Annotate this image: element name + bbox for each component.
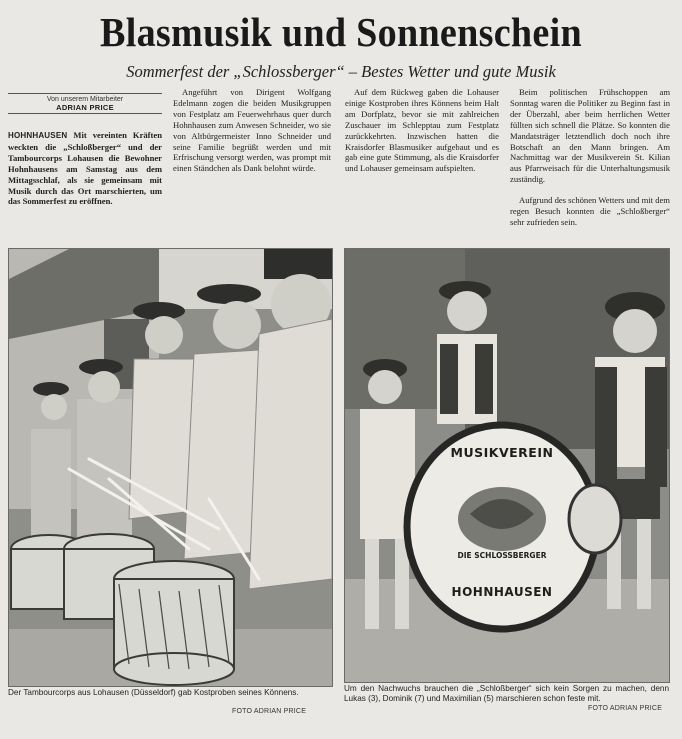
paragraph-3: Beim politischen Frühschoppen am Sonntag waren die Politiker zu Beginn fast in der Überzahl, aber beim herrlichen Wetter füllten sich schnell die Plätze. So konnten die Mandatsträger letztendlich doch noch ihre Botschaft an den Mann bringen. Am Nachmittag war der Musikverein St. Kilian aus Pfarrweisach für die Unterhaltungsmusik zuständig. — [510, 87, 670, 185]
headline: Blasmusik und Sonnenschein — [99, 9, 582, 55]
subheadline: Sommerfest der „Schlossberger“ – Bestes Wetter und gute Musik — [126, 62, 556, 81]
byline-intro: Von unserem Mitarbeiter — [46, 96, 124, 103]
byline — [8, 93, 162, 114]
article-column-1 — [8, 130, 162, 207]
byline-author: ADRIAN PRICE — [56, 103, 114, 112]
lead-text: Mit vereinten Kräften weckten die „Schloßberger“ und der Tambourcorps Lohausen die Bewohner Hohnhausens am Samstag aus dem Mittagsschlaf, als sie gemeinsam mit Musik durch das Ort marschierten, um das Sommerfest zu eröffnen. — [8, 130, 162, 207]
paragraph-2: Auf dem Rückweg gaben die Lohauser einige Kostproben ihres Könnens beim Halt am Dorfplatz, bevor sie mit zahlreichen Zuschauer im Schlepptau zum Festplatz zurückkehrten. Inzwischen hatten die Kraisdorfer Blasmusiker aufgebaut und es gab eine gute Stimmung, als die Kraisdorfer und Lohauser gemeinsam aufspielten. — [345, 87, 499, 174]
photo-caption-right: Um den Nachwuchs brauchen die „Schloßberger“ sich kein Sorgen zu machen, denn Lukas (3), Dominik (7) und Maximilian (5) marschieren schon feste mit. — [344, 684, 669, 704]
article-column-3 — [345, 87, 499, 174]
photo-nachwuchs-image — [345, 249, 669, 682]
photo-nachwuchs — [344, 248, 670, 683]
photo-tambourcorps-image — [9, 249, 332, 686]
photo-caption-left: Der Tambourcorps aus Lohausen (Düsseldorf) gab Kostproben seines Könnens. — [8, 688, 299, 697]
lead-paragraph — [8, 130, 162, 207]
paragraph-1: Angeführt von Dirigent Wolfgang Edelmann zogen die beiden Musikgruppen von Festplatz am Feuerwehrhaus quer durch Hohnhausen zum Anwesen Schneider, wo sie von Altbürgermeister Inno Schneider und seine Familie begrüßt werden und mit Erfrischung versorgt werden, was prompt mit einen Ständchen als Dank belohnt würde. — [173, 87, 331, 174]
photo-tambourcorps — [8, 248, 333, 687]
drum-label-middle: DIE SCHLOSSBERGER — [457, 551, 547, 560]
article-column-4 — [510, 87, 670, 228]
drum-label-top: MUSIKVEREIN — [450, 445, 554, 460]
photo-credit-right: FOTO ADRIAN PRICE — [588, 705, 663, 712]
article-column-2 — [173, 87, 331, 174]
dateline: HOHNHAUSEN — [8, 131, 68, 140]
photo-credit-left: FOTO ADRIAN PRICE — [232, 708, 307, 715]
drum-label-bottom: HOHNHAUSEN — [451, 585, 553, 599]
paragraph-4: Aufgrund des schönen Wetters und mit dem regen Besuch konnten die „Schloßberger“ sehr zufrieden sein. — [510, 195, 670, 227]
